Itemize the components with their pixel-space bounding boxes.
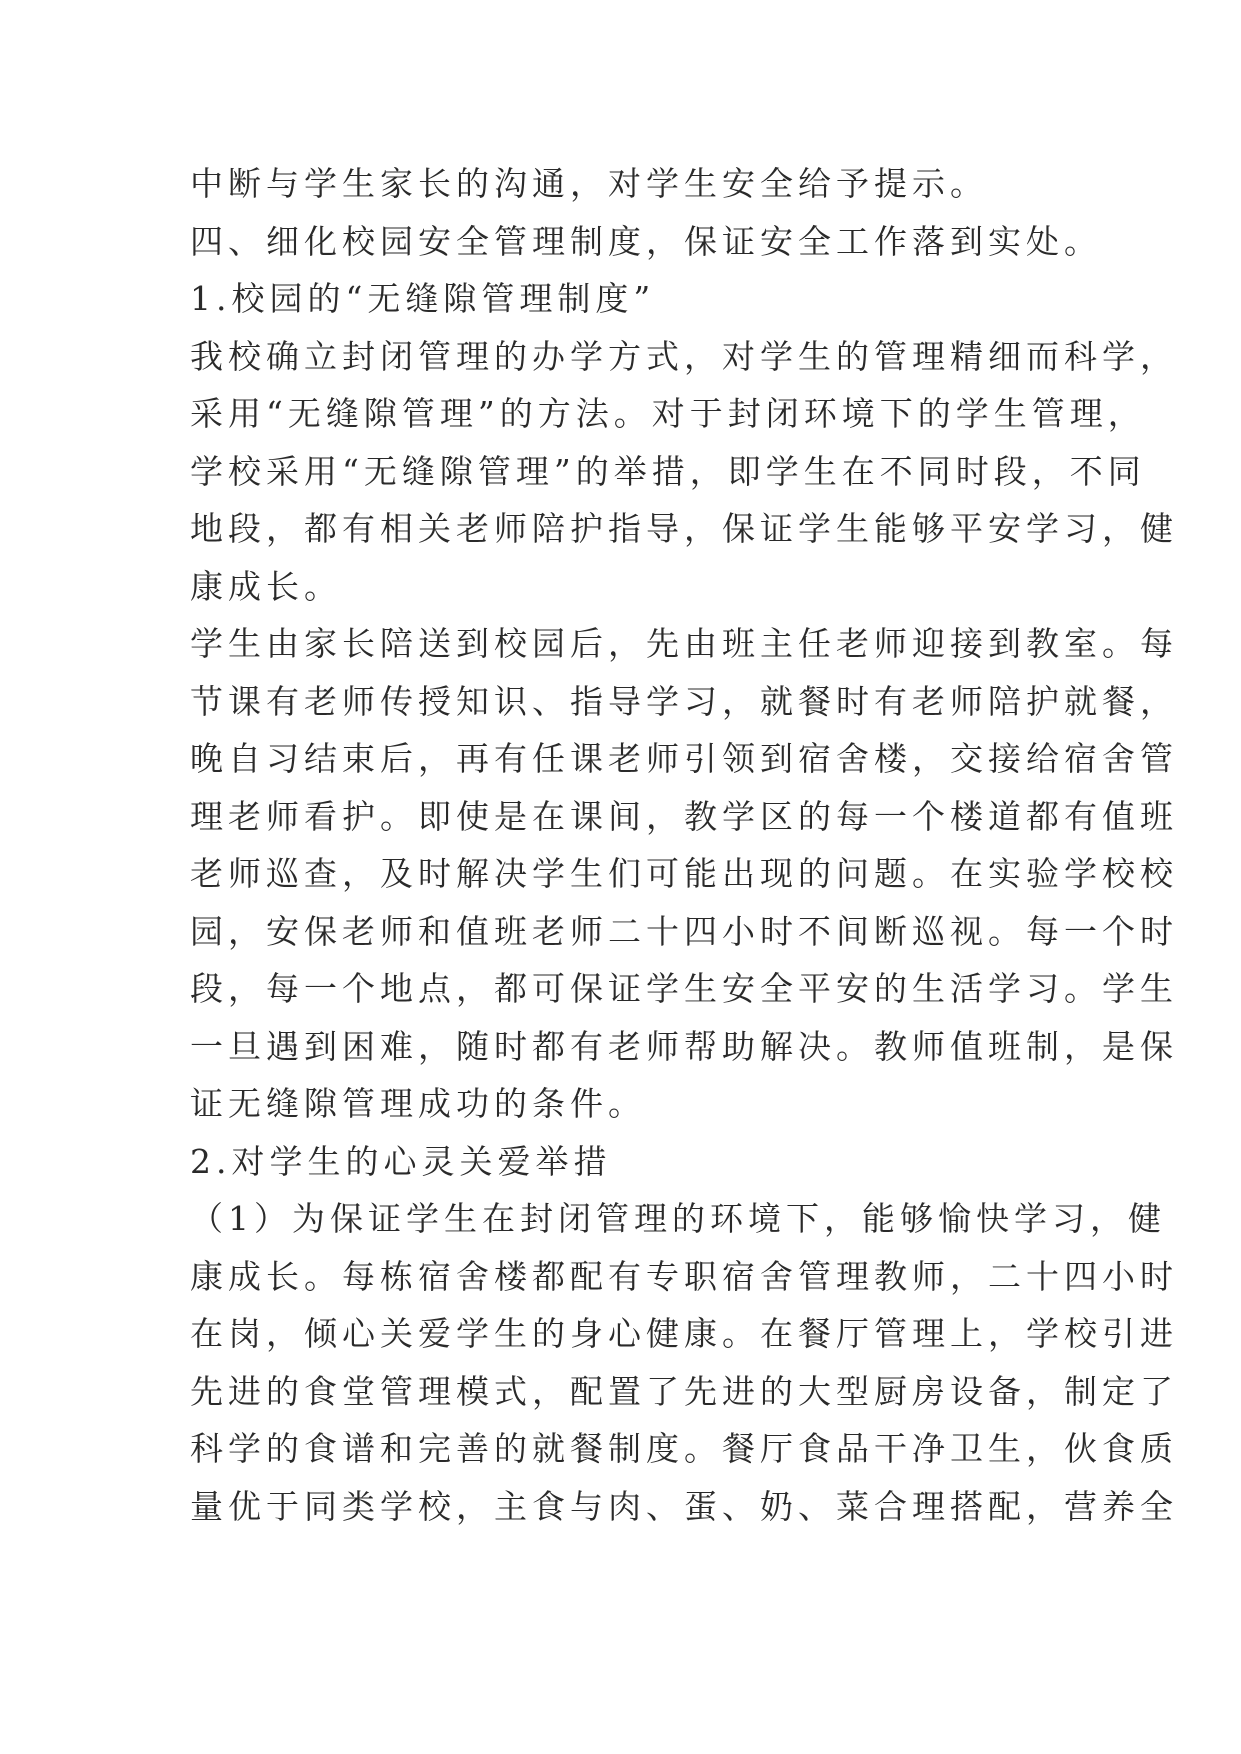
text-line: 量优于同类学校，主食与肉、蛋、奶、菜合理搭配，营养全 (190, 1486, 1178, 1526)
text-line: 节课有老师传授知识、指导学习，就餐时有老师陪护就餐， (190, 681, 1178, 721)
body-text (190, 155, 1178, 1535)
text-line: 康成长。 (190, 566, 342, 606)
text-line: 老师巡查，及时解决学生们可能出现的问题。在实验学校校 (190, 854, 1178, 893)
text-line: 先进的食堂管理模式，配置了先进的大型厨房设备，制定了 (190, 1371, 1178, 1411)
text-line: 科学的食谱和完善的就餐制度。餐厅食品干净卫生，伙食质 (190, 1429, 1178, 1468)
text-line: 段，每一个地点，都可保证学生安全平安的生活学习。学生 (190, 969, 1178, 1008)
text-line: （1）为保证学生在封闭管理的环境下，能够愉快学习，健 (190, 1199, 1166, 1238)
text-line: 采用“无缝隙管理”的方法。对于封闭环境下的学生管理， (190, 394, 1146, 433)
text-line: 理老师看护。即使是在课间，教学区的每一个楼道都有值班 (190, 796, 1178, 836)
text-line: 我校确立封闭管理的办学方式，对学生的管理精细而科学， (190, 336, 1178, 376)
text-line: 学校采用“无缝隙管理”的举措，即学生在不同时段，不同 (190, 451, 1146, 491)
text-line: 学生由家长陪送到校园后，先由班主任老师迎接到教室。每 (190, 624, 1178, 663)
subsection-heading: 1.校园的“无缝隙管理制度” (190, 279, 656, 318)
section-heading: 四、细化校园安全管理制度，保证安全工作落到实处。 (190, 221, 1102, 261)
text-line: 康成长。每栋宿舍楼都配有专职宿舍管理教师，二十四小时 (190, 1256, 1178, 1296)
text-line: 中断与学生家长的沟通，对学生安全给予提示。 (190, 164, 988, 203)
text-line: 园，安保老师和值班老师二十四小时不间断巡视。每一个时 (190, 911, 1178, 951)
text-line: 地段，都有相关老师陪护指导，保证学生能够平安学习，健 (190, 509, 1178, 548)
text-line: 在岗，倾心关爱学生的身心健康。在餐厅管理上，学校引进 (190, 1314, 1178, 1353)
subsection-heading: 2.对学生的心灵关爱举措 (190, 1141, 612, 1181)
text-line: 证无缝隙管理成功的条件。 (190, 1084, 646, 1123)
text-line: 一旦遇到困难，随时都有老师帮助解决。教师值班制，是保 (190, 1026, 1178, 1066)
text-line: 晚自习结束后，再有任课老师引领到宿舍楼，交接给宿舍管 (190, 739, 1178, 778)
